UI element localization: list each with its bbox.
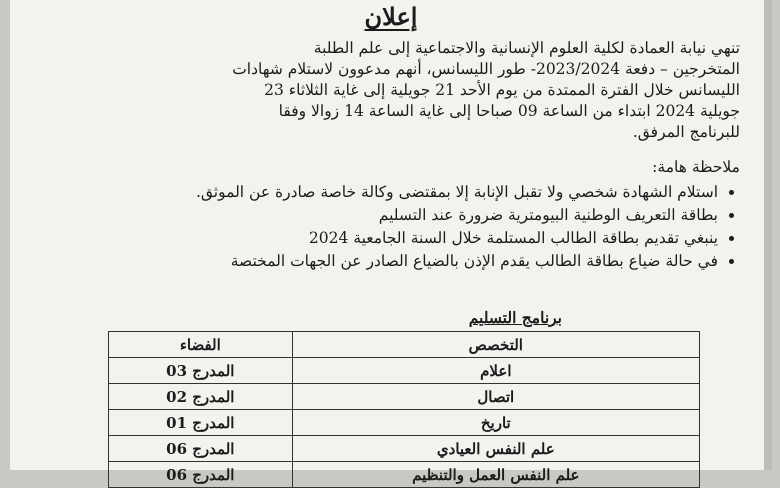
header-space: الفضاء	[109, 332, 293, 358]
cell-space: المدرج 03	[109, 358, 293, 384]
cell-space: المدرج 02	[109, 384, 293, 410]
note-item: • بطاقة التعريف الوطنية البيومترية ضرورة عند التسليم	[28, 205, 718, 226]
cell-specialty: علم النفس العيادي	[292, 436, 699, 462]
program-title: برنامج التسليم	[468, 308, 562, 327]
cell-space: المدرج 06	[109, 462, 293, 488]
note-title: ملاحظة هامة:	[652, 158, 740, 176]
cell-space: المدرج 06	[109, 436, 293, 462]
cell-specialty: اتصال	[292, 384, 699, 410]
announcement-sheet	[10, 0, 772, 484]
notes-list	[28, 182, 740, 274]
table-header-row	[109, 332, 700, 358]
announcement-title: إعلان	[364, 2, 418, 31]
body-line: الليسانس خلال الفترة الممتدة من يوم الأحد 21 جويلية إلى غاية الثلاثاء 23	[264, 81, 740, 99]
table-row	[109, 384, 700, 410]
table-row	[109, 436, 700, 462]
cell-specialty: علم النفس العمل والتنظيم	[292, 462, 699, 488]
table-row	[109, 410, 700, 436]
cell-specialty: تاريخ	[292, 410, 699, 436]
note-item: • استلام الشهادة شخصي ولا تقبل الإنابة إلا بمقتضى وكالة خاصة صادرة عن الموثق.	[28, 182, 718, 203]
body-line: تنهي نيابة العمادة لكلية العلوم الإنسانية والاجتماعية إلى علم الطلبة	[313, 39, 740, 57]
header-specialty: التخصص	[292, 332, 699, 358]
note-item: • في حالة ضياع بطاقة الطالب يقدم الإذن بالضياع الصادر عن الجهات المختصة	[28, 251, 718, 272]
table-row	[109, 462, 700, 488]
body-line: جويلية 2024 ابتداء من الساعة 09 صباحا إلى غاية الساعة 14 زوالا وفقا	[278, 102, 740, 120]
note-item: • ينبغي تقديم بطاقة الطالب المستلمة خلال السنة الجامعية 2024	[28, 228, 718, 249]
cell-space: المدرج 01	[109, 410, 293, 436]
table-row	[109, 358, 700, 384]
announcement-body	[50, 38, 740, 143]
schedule-table	[108, 331, 700, 488]
body-line: للبرنامج المرفق.	[632, 123, 740, 141]
page-edge-shadow	[764, 0, 772, 470]
body-line: المتخرجين – دفعة 2023/2024- طور الليسانس، أنهم مدعوون لاستلام شهادات	[232, 60, 740, 78]
cell-specialty: اعلام	[292, 358, 699, 384]
